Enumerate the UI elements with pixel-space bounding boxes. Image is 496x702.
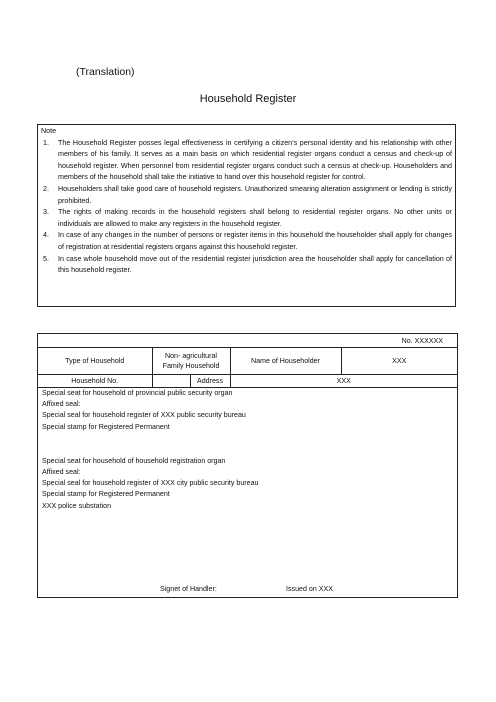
translation-label: (Translation) xyxy=(76,66,135,78)
seal-line: Special seat for household of household registration organ xyxy=(42,456,226,465)
seal-line: Special seal for household register of XXX public security bureau xyxy=(42,411,246,420)
signet-of-handler: Signet of Handler: xyxy=(160,585,217,593)
householder-label: Name of Householder xyxy=(230,348,341,375)
household-type-row xyxy=(38,348,457,375)
household-number-row xyxy=(38,375,457,388)
note-item-number: 3. xyxy=(43,208,49,217)
householder-value: XXX xyxy=(341,348,457,375)
type-of-household-value xyxy=(152,348,230,375)
note-box xyxy=(37,124,456,307)
note-item xyxy=(41,254,452,277)
seal-line: Special stamp for Registered Permanent xyxy=(42,490,170,499)
note-item-text: In case whole household move out of the residential register jurisdiction area the householder shall apply for cancellation of this household register. xyxy=(58,254,452,275)
note-item xyxy=(41,207,452,230)
register-header-table xyxy=(38,334,457,388)
seal-line: XXX police substation xyxy=(42,501,112,510)
household-register-form xyxy=(37,333,458,598)
note-item-text: Householders shall take good care of household registers. Unauthorized smearing alteration assignment or lending is strictly prohibited. xyxy=(58,184,452,205)
note-list xyxy=(41,138,452,277)
seal-area xyxy=(38,388,457,597)
seal-line: Special stamp for Registered Permanent xyxy=(42,422,170,431)
household-no-label: Household No. xyxy=(38,375,152,388)
issued-date: Issued on XXX xyxy=(286,585,333,593)
household-no-value xyxy=(152,375,190,388)
note-item-text: The Household Register posses legal effectiveness in certifying a citizen’s personal identity and his relationship with other members of his family. It serves as a main basis on which residential register organs conduct a census and check-up of household register. When personnel from residential register organs conduct such a census at check-up. Householders and members of the household shall take the initiative to hand over this household register for control. xyxy=(58,138,452,182)
note-item xyxy=(41,230,452,253)
note-item-number: 5. xyxy=(43,254,49,263)
seal-line: Special seal for household register of XXX city public security bureau xyxy=(42,479,259,488)
type-value-line1: Non- agricultural xyxy=(164,352,218,360)
seal-line: Special seat for household of provincial public security organ xyxy=(42,389,233,397)
note-heading: Note xyxy=(41,127,57,135)
type-value-line2: Family Household xyxy=(162,362,220,370)
note-item-number: 4. xyxy=(43,231,49,240)
address-value: XXX xyxy=(230,375,457,388)
note-item-number: 1. xyxy=(43,138,49,147)
spacer xyxy=(42,433,457,456)
note-item-number: 2. xyxy=(43,184,49,193)
address-label: Address xyxy=(190,375,230,388)
seal-line: Affixed seal: xyxy=(42,400,81,409)
note-item-text: The rights of making records in the household registers shall belong to residential register organs. No other units or individuals are allowed to make any registers in the household register. xyxy=(58,208,452,228)
note-item xyxy=(41,184,452,207)
note-item xyxy=(41,138,452,184)
page-title: Household Register xyxy=(199,93,297,105)
type-of-household-label: Type of Household xyxy=(38,348,152,375)
register-number-row xyxy=(38,334,457,348)
register-number: No. XXXXXX xyxy=(38,334,457,348)
note-item-text: In case of any changes in the number of persons or register items in this household the householder shall apply for changes of registration at residential registers organs against this household register. xyxy=(58,231,452,251)
seal-line: Affixed seal: xyxy=(42,468,81,477)
